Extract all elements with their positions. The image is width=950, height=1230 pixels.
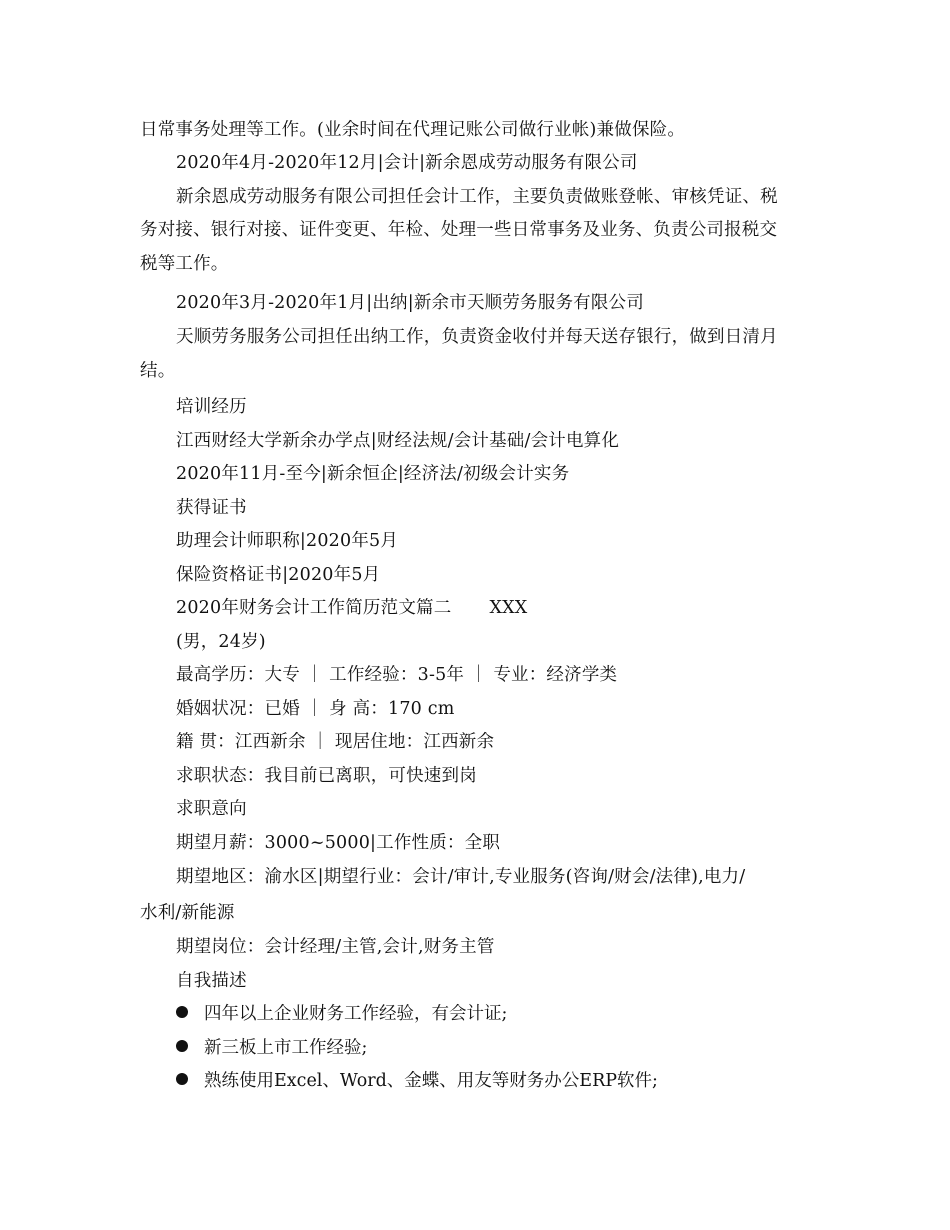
- resume-title: 2020年财务会计工作简历范文篇二: [176, 598, 452, 618]
- bullet-text: 新三板上市工作经验;: [204, 1038, 368, 1058]
- resume-title-line: [176, 597, 826, 619]
- certificate-entry: 保险资格证书|2020年5月: [176, 565, 381, 585]
- training-entry: 2020年11月-至今|新余恒企|经济法/初级会计实务: [176, 464, 570, 484]
- bullet-item: [176, 1037, 826, 1059]
- profile-line: 求职状态：我目前已离职，可快速到岗: [176, 766, 477, 786]
- job-entry-header: 2020年3月-2020年1月|出纳|新余市天顺劳务服务有限公司: [176, 293, 644, 313]
- text-line: 天顺劳务服务公司担任出纳工作，负责资金收付并每天送存银行，做到日清月: [176, 327, 778, 347]
- bullet-dot-icon: [176, 1040, 188, 1052]
- text-line: 务对接、银行对接、证件变更、年检、处理一些日常事务及业务、负责公司报税交: [140, 220, 778, 240]
- text-line: 结。: [140, 361, 176, 381]
- intention-line: 水利/新能源: [140, 903, 235, 923]
- certificate-entry: 助理会计师职称|2020年5月: [176, 531, 399, 551]
- bullet-item: [176, 1003, 826, 1025]
- candidate-gender-age: (男，24岁): [176, 632, 266, 652]
- bullet-dot-icon: [176, 1073, 188, 1085]
- text-line: 税等工作。: [140, 254, 229, 274]
- bullet-text: 熟练使用Excel、Word、金蝶、用友等财务办公ERP软件;: [204, 1071, 658, 1091]
- text-line: 新余恩成劳动服务有限公司担任会计工作，主要负责做账登帐、审核凭证、税: [176, 187, 778, 207]
- section-heading-job-intention: 求职意向: [176, 799, 247, 819]
- intention-line: 期望月薪：3000~5000|工作性质：全职: [176, 833, 501, 853]
- intention-line: 期望岗位：会计经理/主管,会计,财务主管: [176, 937, 495, 957]
- bullet-dot-icon: [176, 1006, 188, 1018]
- training-entry: 江西财经大学新余办学点|财经法规/会计基础/会计电算化: [176, 431, 620, 451]
- bullet-item: [176, 1070, 826, 1092]
- profile-line: 籍 贯：江西新余 ｜ 现居住地：江西新余: [176, 732, 495, 752]
- intention-line: 期望地区：渝水区|期望行业：会计/审计,专业服务(咨询/财会/法律),电力/: [176, 867, 746, 887]
- profile-line: 婚姻状况：已婚 ｜ 身 高：170 cm: [176, 699, 455, 719]
- text-line: 日常事务处理等工作。(业余时间在代理记账公司做行业帐)兼做保险。: [140, 120, 686, 140]
- section-heading-self-description: 自我描述: [176, 971, 247, 991]
- profile-line: 最高学历：大专 ｜ 工作经验：3-5年 ｜ 专业：经济学类: [176, 665, 618, 685]
- job-entry-header: 2020年4月-2020年12月|会计|新余恩成劳动服务有限公司: [176, 153, 638, 173]
- section-heading-training: 培训经历: [176, 397, 247, 417]
- section-heading-certificates: 获得证书: [176, 498, 247, 518]
- candidate-name: XXX: [489, 598, 528, 618]
- bullet-text: 四年以上企业财务工作经验，有会计证;: [204, 1004, 508, 1024]
